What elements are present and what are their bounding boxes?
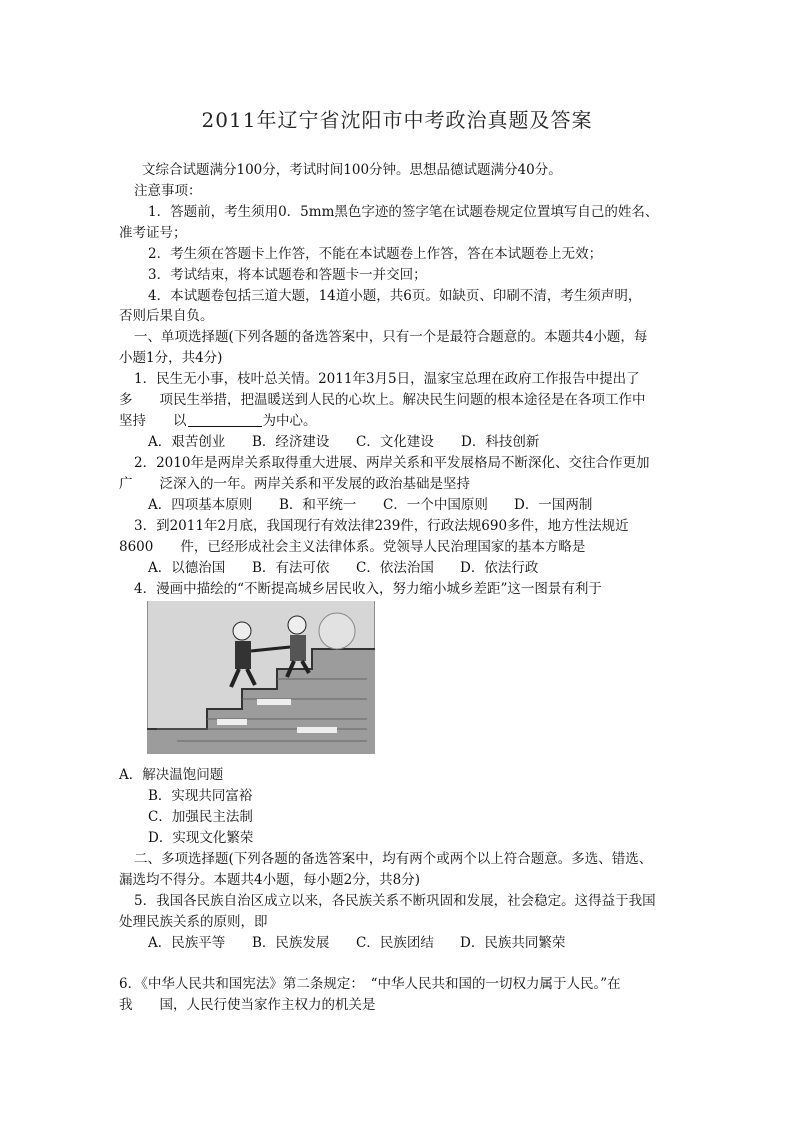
question-4-option-c[interactable]: C．加强民主法制 — [148, 809, 253, 825]
question-6: 6．《中华人民共和国宪法》第二条规定： “中华人民共和国的一切权力属于人民。”在 — [119, 976, 621, 992]
section-2-heading: 二、多项选择题(下列各题的备选答案中，均有两个或两个以上符合题意。多选、错选、 — [134, 851, 653, 867]
notice-4-cont: 否则后果自负。 — [119, 308, 214, 324]
option-a[interactable]: A．民族平等 — [148, 935, 226, 951]
notice-2: 2．考生须在答题卡上作答，不能在本试题卷上作答，答在本试题卷上无效； — [148, 246, 603, 262]
question-4: 4．漫画中描绘的“不断提高城乡居民收入，努力缩小城乡差距”这一图景有利于 — [134, 581, 602, 597]
option-b[interactable]: B．和平统一 — [279, 497, 357, 513]
option-a[interactable]: A．艰苦创业 — [148, 434, 226, 450]
section-1-heading: 一、单项选择题(下列各题的备选答案中，只有一个是最符合题意的。本题共4小题，每 — [134, 329, 648, 345]
question-5-line-2: 处理民族关系的原则，即 — [119, 914, 268, 930]
option-d[interactable]: D．民族共同繁荣 — [460, 935, 566, 951]
option-a[interactable]: A．四项基本原则 — [148, 497, 253, 513]
notice-heading: 注意事项： — [134, 183, 202, 199]
option-d[interactable]: D．一国两制 — [514, 497, 593, 513]
section-2-heading-cont: 漏选均不得分。本题共4小题，每小题2分，共8分) — [119, 872, 421, 888]
notice-3: 3．考试结束，将本试题卷和答题卡一并交回； — [148, 267, 427, 283]
option-c[interactable]: C．文化建设 — [356, 434, 434, 450]
question-4-option-b[interactable]: B．实现共同富裕 — [148, 788, 253, 804]
notice-1: 1．答题前，考生须用0．5mm黑色字迹的签字笔在试题卷规定位置填写自己的姓名、 — [148, 204, 659, 220]
question-1-line-3 — [119, 411, 317, 431]
question-1-text-before-blank: 坚持 以 — [119, 413, 187, 429]
question-4-option-d[interactable]: D．实现文化繁荣 — [148, 830, 254, 846]
question-1: 1．民生无小事，枝叶总关情。2011年3月5日，温家宝总理在政府工作报告中提出了 — [134, 371, 640, 387]
section-1-heading-cont: 小题1分，共4分) — [119, 350, 223, 366]
option-c[interactable]: C．依法治国 — [356, 560, 434, 576]
question-3-options — [148, 558, 538, 578]
question-3-line-2: 8600 件，已经形成社会主义法律体系。党领导人民治理国家的基本方略是 — [119, 539, 586, 555]
answer-blank — [188, 412, 262, 427]
staircase-cartoon — [147, 601, 375, 754]
question-2: 2．2010年是两岸关系取得重大进展、两岸关系和平发展格局不断深化、交往合作更加 — [134, 455, 650, 471]
question-5: 5．我国各民族自治区成立以来，各民族关系不断巩固和发展，社会稳定。这得益于我国 — [134, 893, 656, 909]
question-2-line-2: 广 泛深入的一年。两岸关系和平发展的政治基础是坚持 — [119, 476, 470, 492]
notice-4: 4．本试题卷包括三道大题，14道小题，共6页。如缺页、印刷不清，考生须声明， — [148, 288, 642, 304]
question-1-options — [148, 432, 539, 452]
question-2-options — [148, 495, 592, 515]
option-b[interactable]: B．经济建设 — [252, 434, 330, 450]
option-d[interactable]: D．依法行政 — [460, 560, 539, 576]
question-5-options — [148, 933, 565, 953]
question-1-line-2: 多 项民生举措，把温暖送到人民的心坎上。解决民生问题的根本途径是在各项工作中 — [119, 392, 646, 408]
cartoon-image — [147, 601, 375, 754]
question-4-option-a[interactable]: A．解决温饱问题 — [119, 767, 224, 783]
question-3: 3．到2011年2月底，我国现行有效法律239件，行政法规690多件，地方性法规近 — [134, 518, 629, 534]
option-d[interactable]: D．科技创新 — [461, 434, 540, 450]
intro-text: 文综合试题满分100分，考试时间100分钟。思想品德试题满分40分。 — [142, 162, 562, 178]
option-b[interactable]: B．民族发展 — [252, 935, 330, 951]
option-a[interactable]: A．以德治国 — [148, 560, 226, 576]
option-c[interactable]: C．民族团结 — [356, 935, 434, 951]
question-6-line-2: 我 国，人民行使当家作主权力的机关是 — [119, 997, 376, 1013]
option-b[interactable]: B．有法可依 — [252, 560, 330, 576]
question-1-text-after-blank: 为中心。 — [262, 413, 317, 429]
notice-1-cont: 准考证号； — [119, 225, 187, 241]
page-title: 2011年辽宁省沈阳市中考政治真题及答案 — [201, 108, 593, 132]
option-c[interactable]: C．一个中国原则 — [383, 497, 488, 513]
